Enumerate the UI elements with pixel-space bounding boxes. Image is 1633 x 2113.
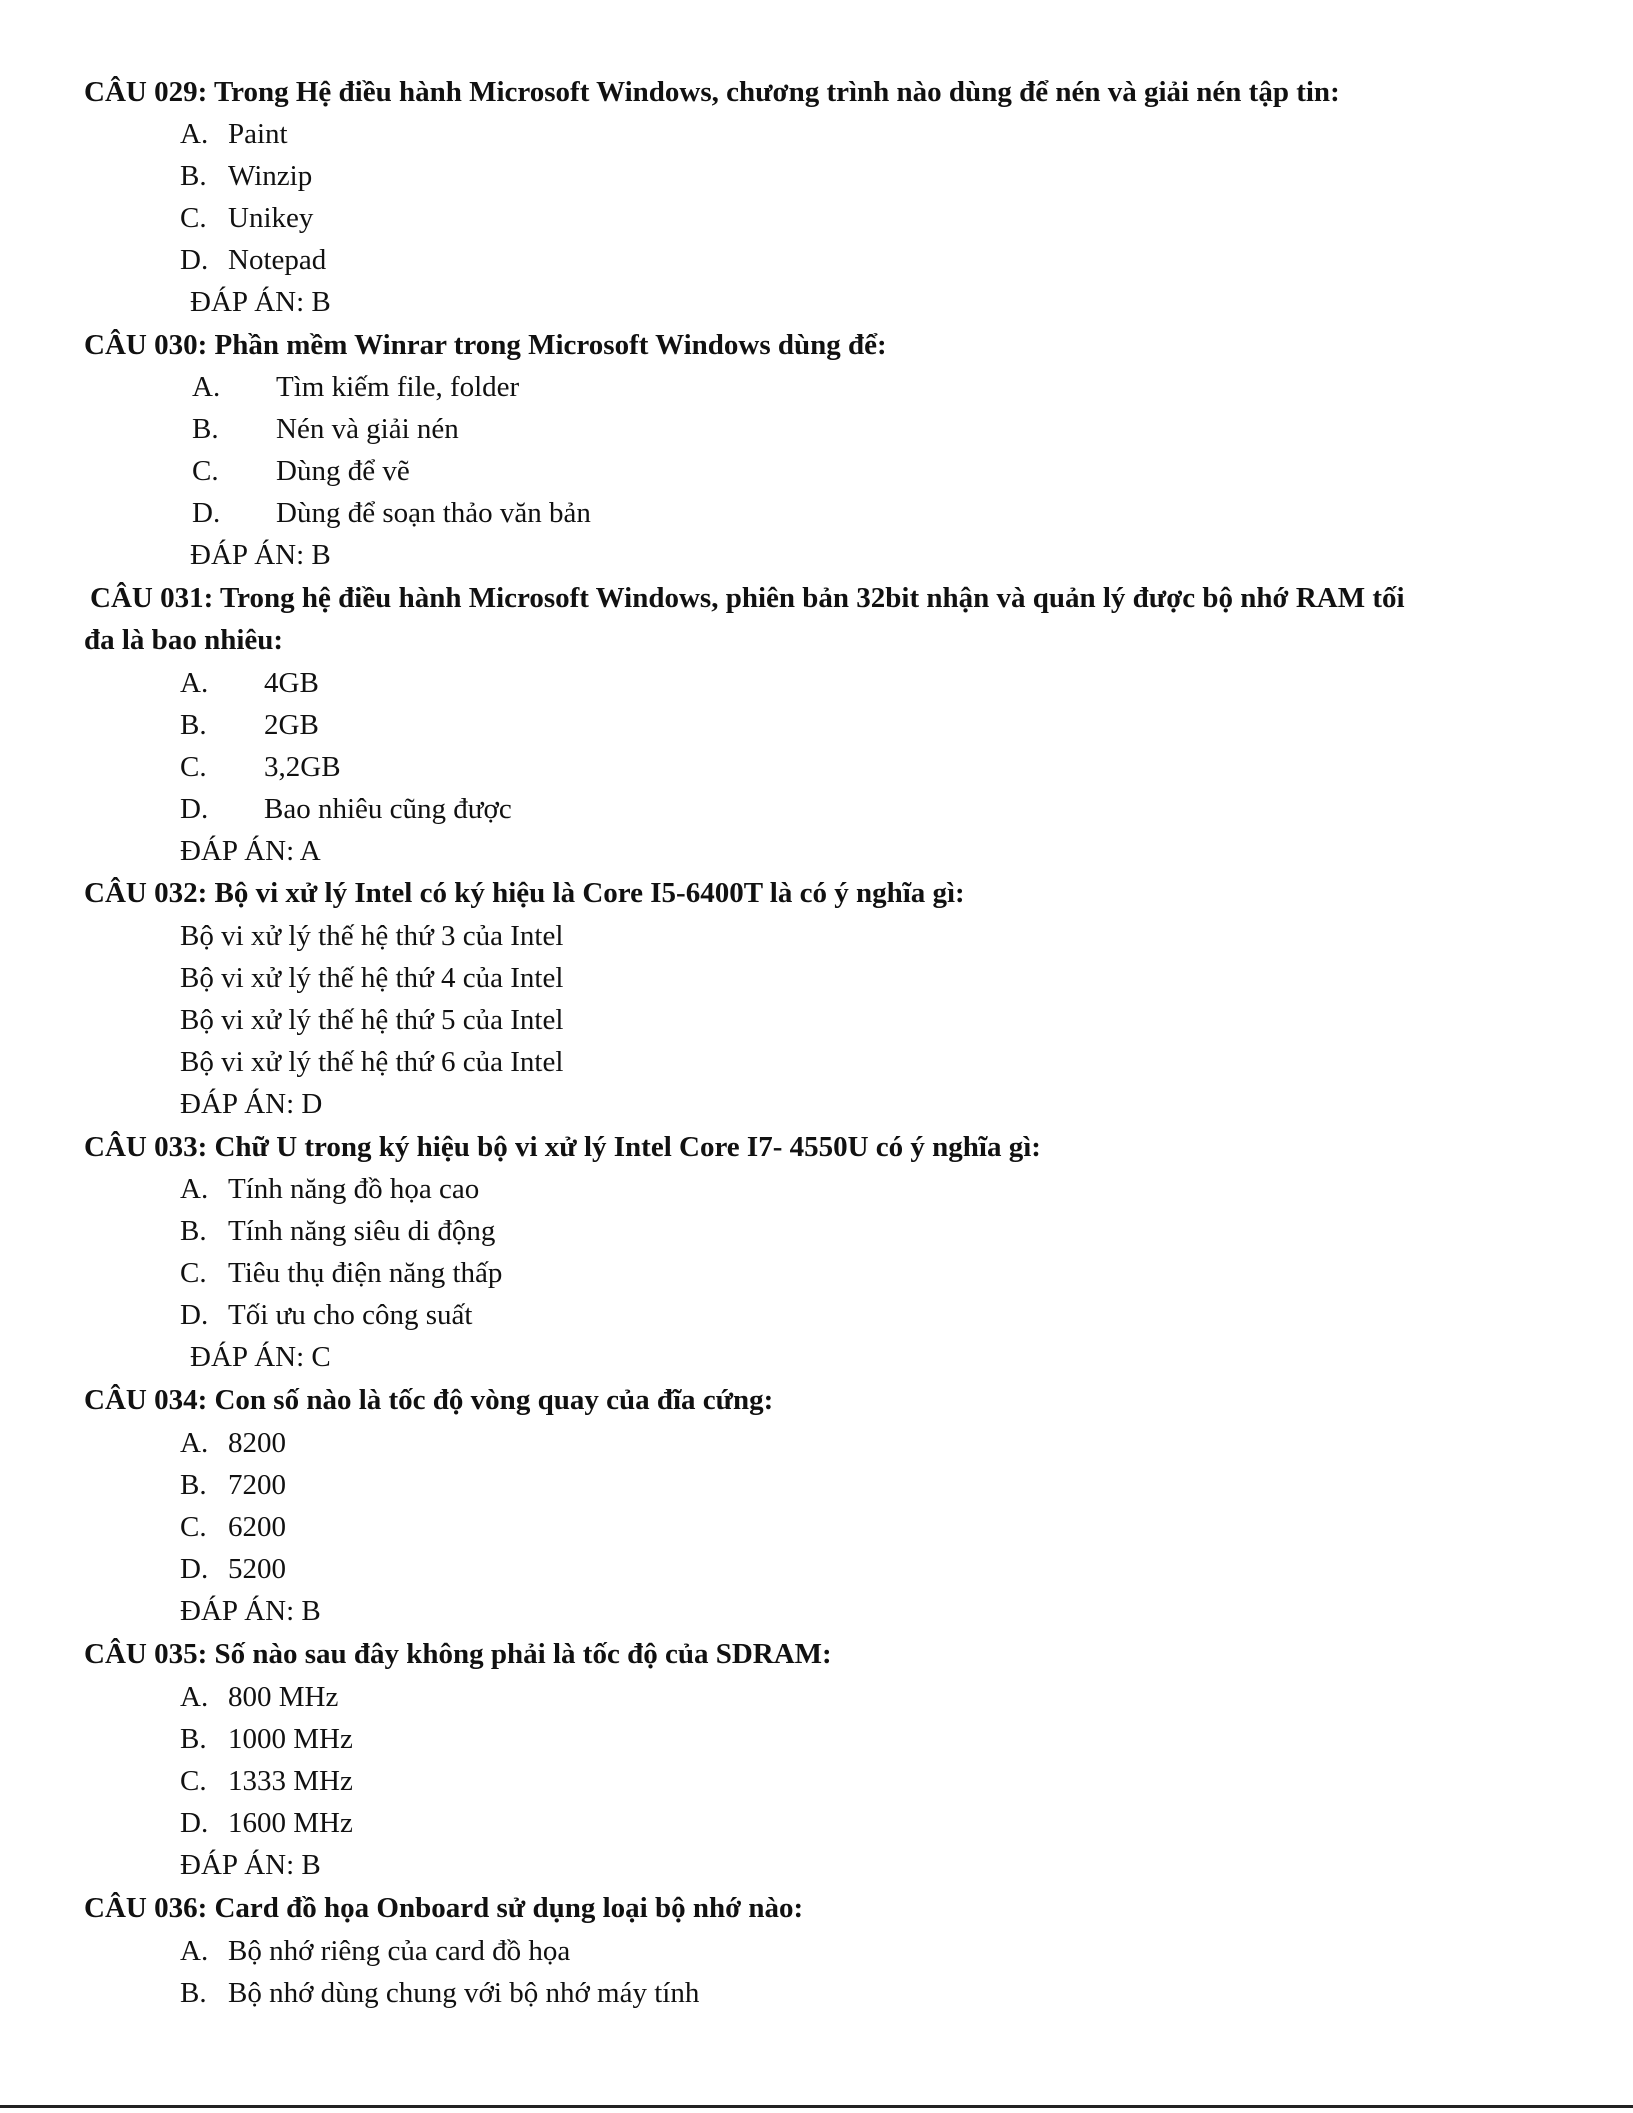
option-letter: B. — [180, 1469, 207, 1501]
option-letter: C. — [180, 751, 207, 783]
option-text: Unikey — [228, 202, 314, 234]
option — [180, 1932, 570, 1970]
option — [180, 199, 313, 237]
option-letter: B. — [192, 413, 219, 445]
option — [180, 1170, 479, 1208]
answer-line: ĐÁP ÁN: D — [180, 1088, 323, 1120]
option-text: Nén và giải nén — [276, 413, 459, 445]
option-text: 1333 MHz — [228, 1765, 353, 1797]
question-title: CÂU 031: Trong hệ điều hành Microsoft Windows, phiên bản 32bit nhận và quản lý được bộ nhớ RAM tối — [90, 582, 1405, 614]
option-letter: C. — [192, 455, 219, 487]
option-letter: A. — [180, 1935, 209, 1967]
option-letter: D. — [180, 1807, 209, 1839]
option-text: Notepad — [228, 244, 327, 276]
option — [180, 1720, 353, 1758]
option-text: Bộ vi xử lý thế hệ thứ 4 của Intel — [180, 962, 564, 994]
option-letter: D. — [180, 793, 209, 825]
option-text: Tiêu thụ điện năng thấp — [228, 1257, 503, 1289]
option-text: Tìm kiếm file, folder — [276, 371, 520, 403]
option-text: 3,2GB — [264, 751, 341, 783]
option-text: Dùng để vẽ — [276, 455, 410, 487]
option — [180, 1424, 286, 1462]
option-text: 2GB — [264, 709, 319, 741]
option-text: 1000 MHz — [228, 1723, 353, 1755]
option-letter: B. — [180, 160, 207, 192]
option — [180, 1001, 563, 1039]
option-letter: B. — [180, 709, 207, 741]
option — [180, 1043, 563, 1081]
option-letter: B. — [180, 1215, 207, 1247]
question-title: CÂU 036: Card đồ họa Onboard sử dụng loại bộ nhớ nào: — [84, 1892, 804, 1924]
option-text: 7200 — [228, 1469, 286, 1501]
option-text: Bộ vi xử lý thế hệ thứ 5 của Intel — [180, 1004, 564, 1036]
option — [192, 410, 459, 448]
answer-line: ĐÁP ÁN: B — [180, 1849, 321, 1881]
option-letter: C. — [180, 1511, 207, 1543]
option — [180, 959, 563, 997]
question-title: CÂU 032: Bộ vi xử lý Intel có ký hiệu là Core I5-6400T là có ý nghĩa gì: — [84, 877, 965, 909]
option-text: Bao nhiêu cũng được — [264, 793, 512, 825]
option-text: Tính năng siêu di động — [228, 1215, 496, 1247]
answer-line: ĐÁP ÁN: A — [180, 835, 321, 867]
option-text: 8200 — [228, 1427, 286, 1459]
option — [192, 368, 519, 406]
option-text: 1600 MHz — [228, 1807, 353, 1839]
option-text: 6200 — [228, 1511, 286, 1543]
option-letter: A. — [180, 667, 209, 699]
option — [180, 1974, 699, 2012]
option-text: 4GB — [264, 667, 319, 699]
option-text: Bộ vi xử lý thế hệ thứ 6 của Intel — [180, 1046, 564, 1078]
option-text: Winzip — [228, 160, 313, 192]
option — [180, 1804, 353, 1842]
option — [180, 917, 563, 955]
answer-line: ĐÁP ÁN: C — [190, 1341, 331, 1373]
option — [180, 1212, 495, 1250]
option-letter: D. — [180, 1299, 209, 1331]
option-text: Bộ vi xử lý thế hệ thứ 3 của Intel — [180, 920, 564, 952]
option — [192, 452, 410, 490]
option-text: Tính năng đồ họa cao — [228, 1173, 480, 1205]
option-letter: B. — [180, 1723, 207, 1755]
question-title: CÂU 030: Phần mềm Winrar trong Microsoft Windows dùng để: — [84, 329, 887, 361]
option-letter: A. — [180, 1681, 209, 1713]
option — [180, 748, 341, 786]
option — [192, 494, 591, 532]
option — [180, 1762, 353, 1800]
option — [180, 1550, 286, 1588]
option-letter: D. — [192, 497, 221, 529]
option-text: 800 MHz — [228, 1681, 339, 1713]
option-letter: D. — [180, 244, 209, 276]
option — [180, 157, 312, 195]
question-title: CÂU 034: Con số nào là tốc độ vòng quay của đĩa cứng: — [84, 1384, 774, 1416]
option — [180, 241, 326, 279]
option — [180, 1254, 502, 1292]
option-letter: C. — [180, 1765, 207, 1797]
option — [180, 1678, 338, 1716]
option — [180, 664, 319, 702]
answer-line: ĐÁP ÁN: B — [190, 539, 331, 571]
option-letter: C. — [180, 1257, 207, 1289]
question-title-continued: đa là bao nhiêu: — [84, 624, 284, 656]
option — [180, 706, 319, 744]
answer-line: ĐÁP ÁN: B — [190, 286, 331, 318]
option-letter: C. — [180, 202, 207, 234]
option-letter: A. — [180, 118, 209, 150]
option — [180, 790, 512, 828]
option-text: Tối ưu cho công suất — [228, 1299, 473, 1331]
question-title: CÂU 029: Trong Hệ điều hành Microsoft Windows, chương trình nào dùng để nén và giải nén tập tin: — [84, 76, 1340, 108]
option-text: Dùng để soạn thảo văn bản — [276, 497, 591, 529]
option-letter: A. — [192, 371, 221, 403]
question-title: CÂU 035: Số nào sau đây không phải là tốc độ của SDRAM: — [84, 1638, 832, 1670]
option — [180, 1296, 472, 1334]
page-bottom-border — [0, 2105, 1633, 2108]
option-letter: D. — [180, 1553, 209, 1585]
option-text: Bộ nhớ riêng của card đồ họa — [228, 1935, 571, 1967]
option-text: Bộ nhớ dùng chung với bộ nhớ máy tính — [228, 1977, 700, 2009]
option — [180, 115, 288, 153]
option-letter: A. — [180, 1173, 209, 1205]
option-letter: B. — [180, 1977, 207, 2009]
option — [180, 1466, 286, 1504]
option — [180, 1508, 286, 1546]
option-letter: A. — [180, 1427, 209, 1459]
answer-line: ĐÁP ÁN: B — [180, 1595, 321, 1627]
option-text: Paint — [228, 118, 288, 150]
question-title: CÂU 033: Chữ U trong ký hiệu bộ vi xử lý Intel Core I7- 4550U có ý nghĩa gì: — [84, 1131, 1041, 1163]
option-text: 5200 — [228, 1553, 286, 1585]
